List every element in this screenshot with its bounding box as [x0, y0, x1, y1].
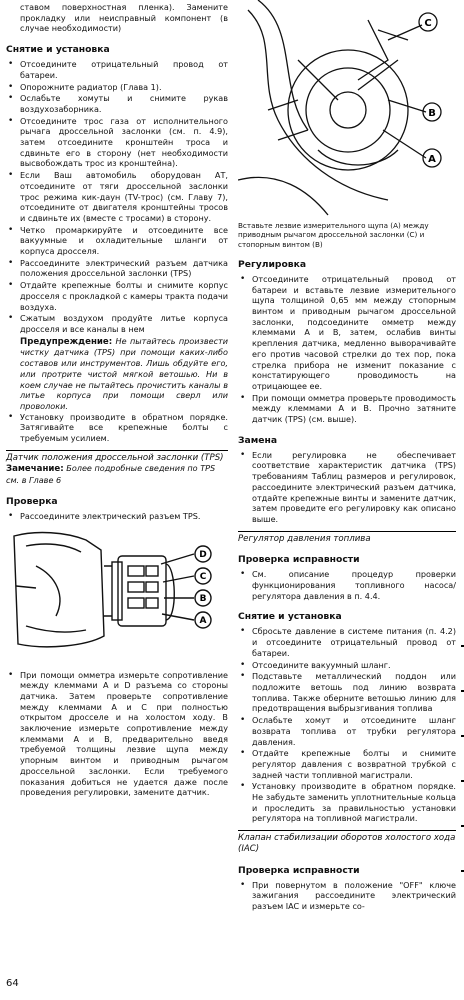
left-column [6, 0, 228, 799]
throttle-caption: Вставьте лезвие измерительного щупа (A) между приводным рычагом дроссельной заслонки (C) и стопорным винтом (B) [238, 221, 429, 249]
list-item: • Отдайте крепежные болты и снимите корпус дросселя с прокладкой с камеры тракта подачи воздуха. [6, 280, 228, 312]
list-item: • При помощи омметра проверьте проводимость между клеммами A и B. Прочно затяните датчик (TPS) (см. выше). [238, 393, 456, 425]
replace-heading: Замена [238, 434, 278, 446]
list-item: • Подставьте металлический поддон или подложите ветошь под линию возврата топлива. Также оберните ветошью линию для предотвращения выбрызгивания топлива [238, 671, 456, 714]
right-removal-list [238, 626, 456, 824]
list-item: • При повернутом в положение "OFF" ключе зажигания рассоедините электрический разъем IAC и измерьте со- [238, 880, 456, 912]
check-heading: Проверка [6, 495, 58, 507]
throttle-label-a: A [428, 154, 436, 165]
list-item: • См. описание процедур проверки функционирования топливного насоса/регулятора давления в п. 4.4. [238, 569, 456, 601]
connector-label-a: A [199, 615, 207, 626]
note-text: Более подробные сведения по TPS см. в Главе 6 [6, 463, 216, 486]
list-item: • Сбросьте давление в системе питания (п. 4.2) и отсоедините отрицательный провод от батареи. [238, 626, 456, 658]
throttle-label-b: B [428, 108, 436, 119]
removal-list [6, 59, 228, 335]
list-item: • Если Ваш автомобиль оборудован АТ, отсоедините от тяги дроссельной заслонки трос режима кик-даун (TV-трос) (см. Главу 7), отсоедините от двигателя кронштейны тросов и сдвиньте их (вместе с тросами) в сторону. [6, 170, 228, 224]
warning-label: Предупреждение: [20, 336, 113, 347]
throttle-drawing [238, 0, 456, 218]
intro-text: ставом поверхностная пленка). Замените прокладку или неисправный компонент (в случае необходимости) [20, 2, 228, 34]
install-item: • Установку производите в обратном порядке. Затягивайте все крепежные болты с требуемым усилием. [6, 412, 228, 444]
list-item: • Сжатым воздухом продуйте литье корпуса дросселя и все каналы в нем [6, 313, 228, 334]
service-heading: Проверка исправности [238, 554, 360, 566]
list-item: • Отсоедините отрицательный провод от батареи. [6, 59, 228, 80]
list-item: • Четко промаркируйте и отсоедините все вакуумные и охладительные шланги от корпуса дросселя. [6, 225, 228, 257]
list-item: • Рассоедините электрический разъем датчика положения дроссельной заслонки (TPS) [6, 258, 228, 279]
removal-heading: Снятие и установка [6, 44, 110, 56]
tps-section-title: Датчик положения дроссельной заслонки (TPS) [6, 450, 228, 464]
warning-block [6, 336, 228, 412]
connector-label-b: B [199, 593, 207, 604]
regulator-section-title: Регулятор давления топлива [238, 531, 456, 545]
connector-label-c: C [199, 571, 207, 582]
throttle-label-c: C [424, 18, 432, 29]
list-item: • Опорожните радиатор (Глава 1). [6, 82, 228, 93]
list-item: • Ослабьте хомут и отсоедините шланг возврата топлива от трубки регулятора давления. [238, 715, 456, 747]
tps-connector-drawing [6, 526, 228, 656]
iac-list [238, 880, 456, 912]
right-removal-heading: Снятие и установка [238, 611, 342, 623]
throttle-figure [238, 0, 456, 218]
list-item: • Отдайте крепежные болты и снимите регулятор давления с возвратной трубкой с задней части топливной магистрали. [238, 748, 456, 780]
iac-section-title: Клапан стабилизации оборотов холостого хода (IAC) [238, 830, 456, 854]
list-item: • Если регулировка не обеспечивает соответствие характеристик датчика (TPS) требованиям Таблиц размеров и регулировок, рассоедините электрический разъем датчика, отдайте крепежные винты и замените датчик, затем проведите его регулировку как описано выше. [238, 450, 456, 525]
list-item: • Отсоедините отрицательный провод от батареи и вставьте лезвие измерительного щупа толщиной 0,65 мм между стопорным винтом и приводным рычагом дроссельной заслонки, подсоедините омметр между клеммами A и B, затем, ослабив винты крепления датчика, медленно выворачивайте его против часовой стрелки до тех пор, пока стрелка прибора не изменит показание с констатирующего проводимость на отрицающее ее. [238, 274, 456, 392]
adjust-list [238, 274, 456, 425]
note-block [6, 463, 228, 485]
check-item: • Рассоедините электрический разъем TPS. [6, 511, 228, 522]
page-number: 64 [6, 978, 19, 989]
list-item: • При помощи омметра измерьте сопротивление между клеммами A и D разъема со стороны датчика. Затем проверьте сопротивление между клеммами A и C при полностью открытом дросселе и на холостом ходу. В заключение измерьте сопротивление между клеммами A и B, предварительно введя требуемой толщины лезвие щупа между упорным винтом и приводным рычагом дроссельной заслонки. Если требуемого показания добиться не удается даже после проведения регулировки, замените датчик. [6, 670, 228, 798]
iac-service-heading: Проверка исправности [238, 864, 360, 876]
note-label: Замечание: [6, 464, 64, 475]
install-list [6, 412, 228, 444]
service-list [238, 569, 456, 601]
adjust-heading: Регулировка [238, 258, 307, 270]
list-item: • Установку производите в обратном порядке. Не забудьте заменить уплотнительные кольца и проследить за правильностью установки регулятора на топливной магистрали. [238, 781, 456, 824]
replace-list [238, 450, 456, 525]
list-item: • Отсоедините трос газа от исполнительного рычага дроссельной заслонки (см. п. 4.9), затем отсоедините кронштейн троса и сдвиньте его в сторону (нет необходимости высвобождать трос из кронштейна). [6, 116, 228, 170]
tps-connector-figure [6, 526, 228, 656]
check-list [6, 511, 228, 522]
check-list-2 [6, 670, 228, 798]
connector-label-d: D [199, 549, 207, 560]
warning-text: Не пытайтесь произвести чистку датчика (TPS) при помощи каких-либо составов или инструментов. Лишь обдуйте его, или протрите чистой мягкой ветошью. Ни в коем случае не пытайтесь прочистить каналы в литье корпуса при помощи сверл или проволоки. [20, 335, 228, 411]
right-column [238, 0, 456, 913]
list-item: • Отсоедините вакуумный шланг. [238, 660, 456, 671]
list-item: • Ослабьте хомуты и снимите рукав воздухозаборника. [6, 93, 228, 114]
